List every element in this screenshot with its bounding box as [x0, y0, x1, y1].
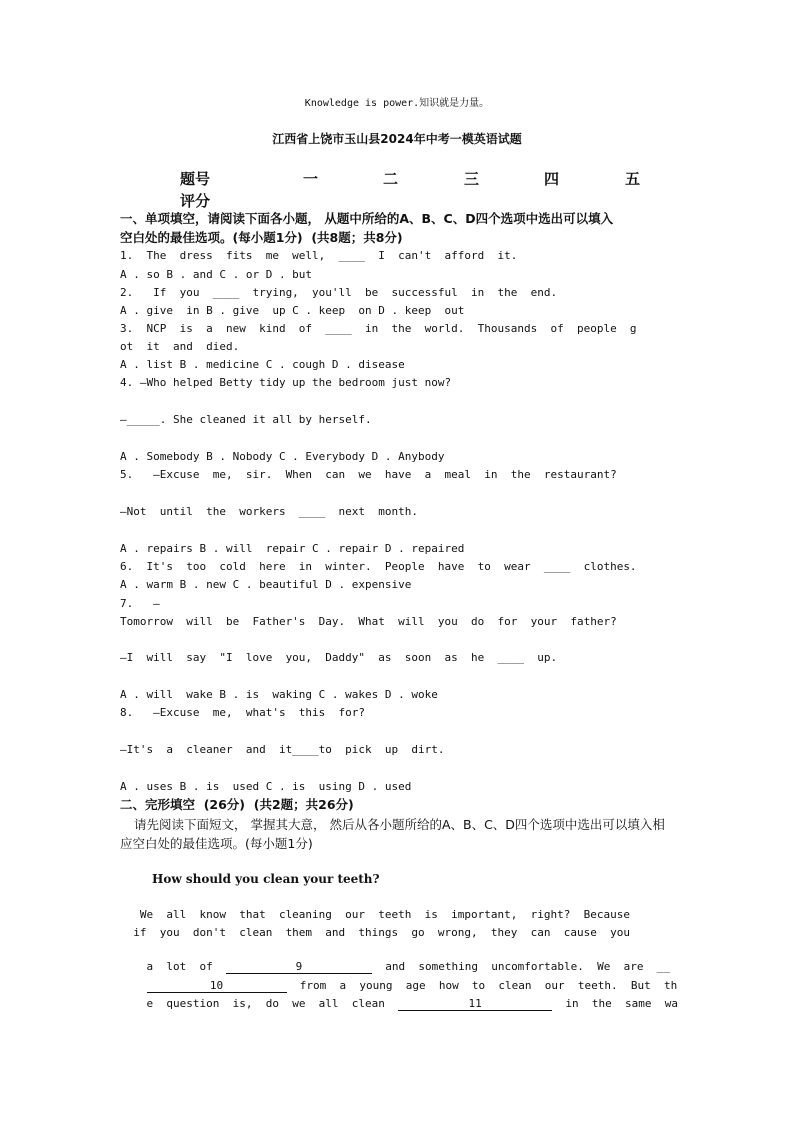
score-label-score: 评分	[180, 192, 211, 210]
question-1: 1. The dress fits me well, ____ I can't afford it.	[120, 249, 518, 262]
score-col-3: 三	[464, 170, 480, 188]
score-col-4: 四	[544, 170, 560, 188]
question-3-options: A . list B . medicine C . cough D . disease	[120, 358, 405, 371]
question-7-line3: —I will say "I love you, Daddy" as soon as he ____ up.	[120, 651, 558, 664]
passage-line-5	[120, 980, 678, 1028]
question-2: 2. If you ____ trying, you'll be successful in the end.	[120, 286, 558, 299]
question-7-options: A . will wake B . is waking C . wakes D . woke	[120, 688, 438, 701]
question-5-line2: —Not until the workers ____ next month.	[120, 505, 419, 518]
score-label-number: 题号	[180, 170, 211, 188]
question-4-line2: —_____. She cleaned it all by herself.	[120, 413, 372, 426]
question-8-line2: —It's a cleaner and it____to pick up dirt.	[120, 743, 445, 756]
section1-heading-line1: 一、单项填空，请阅读下面各小题， 从题中所给的A、B、C、D四个选项中选出可以填入	[120, 211, 614, 226]
question-4-line1: 4. —Who helped Betty tidy up the bedroom just now?	[120, 376, 452, 389]
passage-text: in the same wa	[565, 997, 679, 1010]
question-1-options: A . so B . and C . or D . but	[120, 268, 313, 281]
question-2-options: A . give in B . give up C . keep on D . keep out	[120, 304, 465, 317]
question-6: 6. It's too cold here in winter. People have to wear ____ clothes.	[120, 560, 637, 573]
section2-heading: 二、完形填空 (26分) (共2题；共26分)	[120, 797, 354, 812]
score-col-2: 二	[383, 170, 399, 188]
score-col-5: 五	[625, 170, 641, 188]
question-7-line2: Tomorrow will be Father's Day. What will you do for your father?	[120, 615, 617, 628]
blank-9: 9	[226, 960, 372, 974]
question-8-options: A . uses B . is used C . is using D . used	[120, 780, 412, 793]
question-8-line1: 8. —Excuse me, what's this for?	[120, 706, 366, 719]
passage-title: How should you clean your teeth?	[152, 872, 380, 886]
passage-line-2: if you don't clean them and things go wrong, they can cause you	[120, 926, 630, 939]
passage-text: and something uncomfortable. We are __	[385, 960, 671, 973]
section2-instructions: 请先阅读下面短文， 掌握其大意， 然后从各小题所给的A、B、C、D四个选项中选出可以填入相应空白处的最佳选项。(每小题1分)	[120, 817, 665, 851]
question-4-options: A . Somebody B . Nobody C . Everybody D . Anybody	[120, 450, 445, 463]
question-5-line1: 5. —Excuse me, sir. When can we have a meal in the restaurant?	[120, 468, 617, 481]
exam-title: 江西省上饶市玉山县2024年中考一模英语试题	[272, 132, 522, 146]
section1-heading-line2: 空白处的最佳选项。(每小题1分) (共8题；共8分)	[120, 230, 403, 245]
score-col-1: 一	[303, 170, 319, 188]
question-6-options: A . warm B . new C . beautiful D . expensive	[120, 578, 412, 591]
passage-line-1: We all know that cleaning our teeth is important, right? Because	[120, 908, 630, 921]
passage-text: from a young age how to clean our teeth. But th	[299, 979, 678, 992]
blank-11: 11	[398, 997, 552, 1011]
passage-text: a lot of	[146, 960, 213, 973]
blank-10: 10	[147, 979, 287, 993]
page-header: Knowledge is power.知识就是力量。	[304, 98, 490, 109]
question-3-line1: 3. NCP is a new kind of ____ in the world. Thousands of people g	[120, 322, 637, 335]
passage-text: e question is, do we all clean	[146, 997, 385, 1010]
question-5-options: A . repairs B . will repair C . repair D . repaired	[120, 542, 465, 555]
question-3-line2: ot it and died.	[120, 340, 240, 353]
question-7-line1: 7. —	[120, 597, 160, 610]
